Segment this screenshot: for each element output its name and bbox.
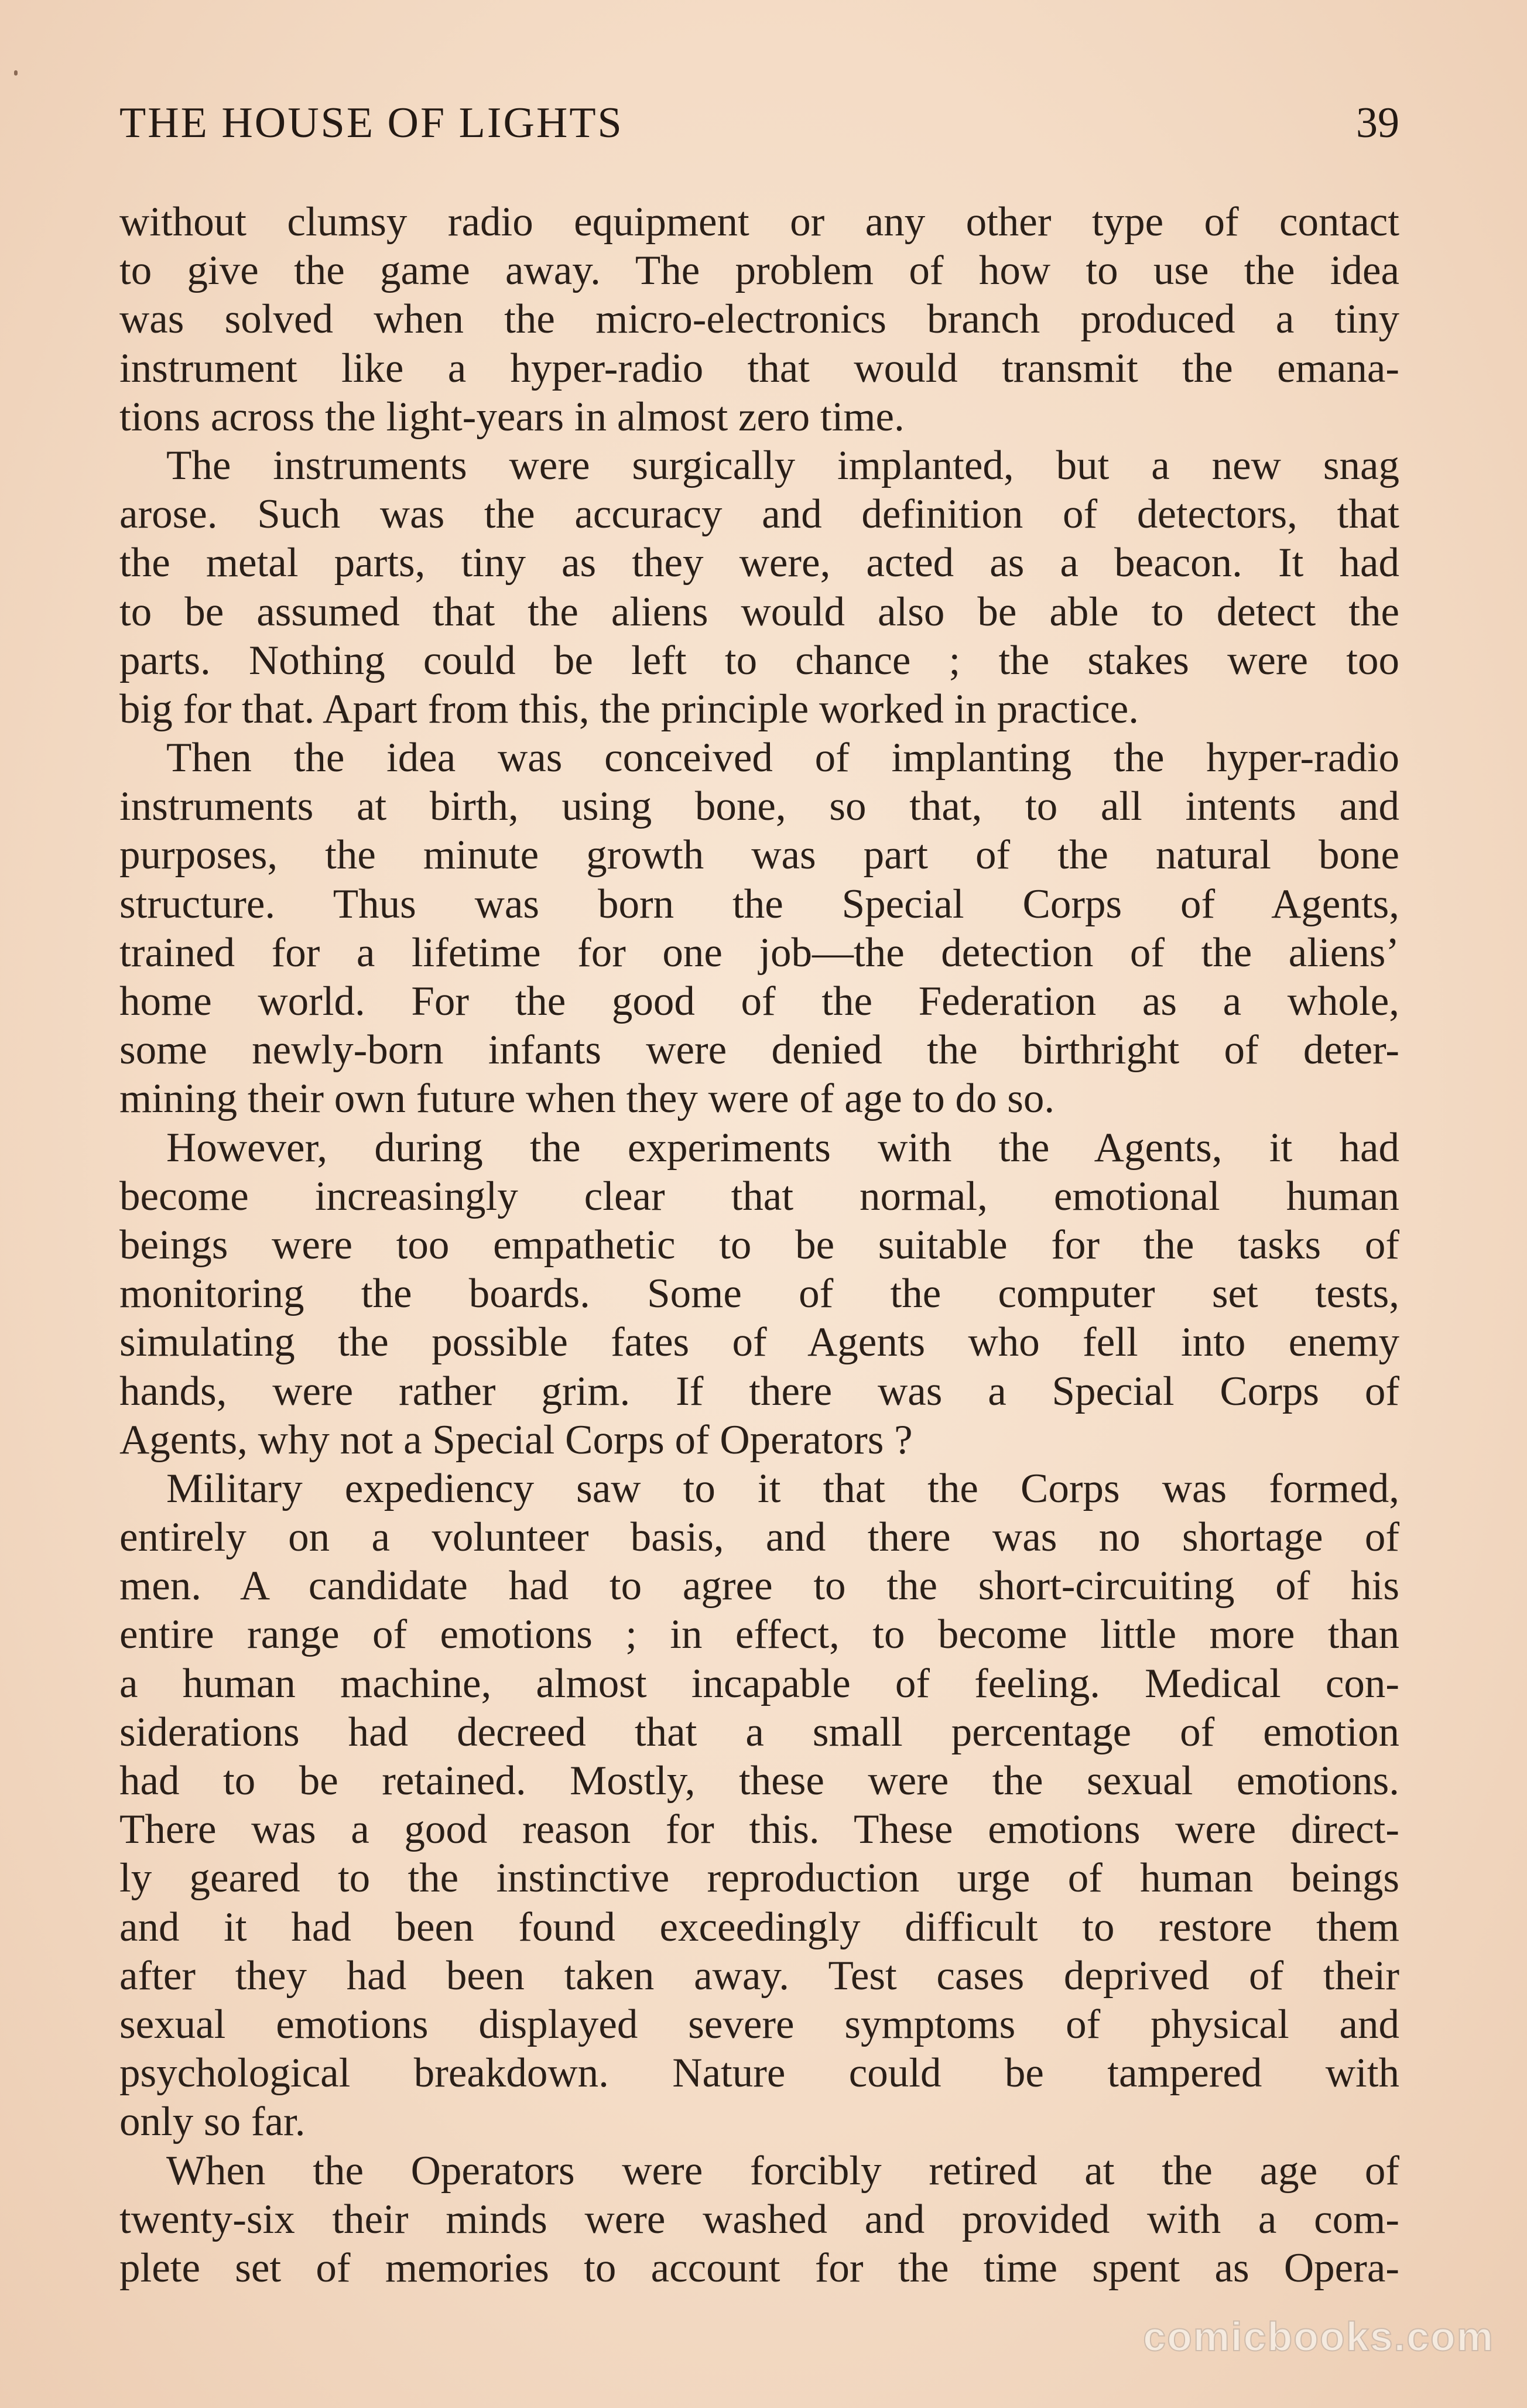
text-line: home world. For the good of the Federation as a whole, bbox=[119, 979, 1399, 1024]
text-line: sexual emotions displayed severe symptoms of physical and bbox=[119, 2001, 1399, 2047]
text-line: without clumsy radio equipment or any other type of contact bbox=[119, 199, 1399, 245]
text-line: entirely on a volunteer basis, and there was no shortage of bbox=[119, 1514, 1399, 1561]
page-header bbox=[119, 98, 1399, 157]
text-line: plete set of memories to account for the time spent as Opera- bbox=[119, 2245, 1399, 2291]
text-line: after they had been taken away. Test cases deprived of their bbox=[119, 1952, 1399, 1999]
text-line: monitoring the boards. Some of the computer set tests, bbox=[119, 1271, 1399, 1317]
paragraph-first-line: However, during the experiments with the Agents, it had bbox=[166, 1124, 1399, 1171]
text-line: to give the game away. The problem of how to use the idea bbox=[119, 248, 1399, 294]
text-line: had to be retained. Mostly, these were the sexual emotions. bbox=[119, 1758, 1399, 1804]
text-line: instruments at birth, using bone, so that, to all intents and bbox=[119, 784, 1399, 830]
text-line: only so far. bbox=[119, 2099, 306, 2145]
text-line: siderations had decreed that a small percentage of emotion bbox=[119, 1709, 1399, 1755]
text-line: arose. Such was the accuracy and definition of detectors, that bbox=[119, 491, 1399, 538]
text-line: men. A candidate had to agree to the short-circuiting of his bbox=[119, 1563, 1399, 1609]
text-line: simulating the possible fates of Agents who fell into enemy bbox=[119, 1319, 1399, 1366]
paragraph-first-line: Military expediency saw to it that the Corps was formed, bbox=[166, 1465, 1399, 1511]
text-line: a human machine, almost incapable of feeling. Medical con- bbox=[119, 1660, 1399, 1706]
text-line: some newly-born infants were denied the birthright of deter- bbox=[119, 1027, 1399, 1073]
text-line: big for that. Apart from this, the principle worked in practice. bbox=[119, 686, 1139, 732]
text-line: structure. Thus was born the Special Corps of Agents, bbox=[119, 881, 1399, 927]
text-line: mining their own future when they were of age to do so. bbox=[119, 1076, 1055, 1122]
paragraph-first-line: The instruments were surgically implanted, but a new snag bbox=[166, 442, 1399, 488]
paragraph-first-line: Then the idea was conceived of implanting the hyper-radio bbox=[166, 735, 1399, 781]
text-line: beings were too empathetic to be suitable for the tasks of bbox=[119, 1222, 1399, 1268]
text-line: the metal parts, tiny as they were, acted as a beacon. It had bbox=[119, 540, 1399, 586]
running-title: THE HOUSE OF LIGHTS bbox=[119, 99, 624, 147]
paragraph-first-line: When the Operators were forcibly retired at the age of bbox=[166, 2147, 1399, 2194]
text-line: become increasingly clear that normal, emotional human bbox=[119, 1173, 1399, 1219]
text-line: to be assumed that the aliens would also be able to detect the bbox=[119, 589, 1399, 635]
text-line: parts. Nothing could be left to chance ; the stakes were too bbox=[119, 637, 1399, 683]
text-line: psychological breakdown. Nature could be tampered with bbox=[119, 2050, 1399, 2096]
text-line: purposes, the minute growth was part of the natural bone bbox=[119, 832, 1399, 878]
text-line: twenty-six their minds were washed and provided with a com- bbox=[119, 2196, 1399, 2242]
page-number: 39 bbox=[1356, 99, 1399, 147]
text-line: trained for a lifetime for one job—the detection of the aliens’ bbox=[119, 929, 1399, 976]
paper-speck bbox=[14, 70, 18, 76]
text-line: entire range of emotions ; in effect, to become little more than bbox=[119, 1612, 1399, 1658]
text-line: Agents, why not a Special Corps of Operators ? bbox=[119, 1417, 913, 1463]
text-line: tions across the light-years in almost zero time. bbox=[119, 394, 905, 440]
body-text bbox=[119, 198, 1399, 2293]
text-line: There was a good reason for this. These emotions were direct- bbox=[119, 1807, 1399, 1853]
text-line: and it had been found exceedingly difficult to restore them bbox=[119, 1904, 1399, 1950]
text-line: was solved when the micro-electronics branch produced a tiny bbox=[119, 296, 1399, 343]
text-line: instrument like a hyper-radio that would transmit the emana- bbox=[119, 345, 1399, 391]
text-line: ly geared to the instinctive reproduction urge of human beings bbox=[119, 1855, 1399, 1901]
watermark: comicbooks.com bbox=[1143, 2314, 1494, 2359]
text-line: hands, were rather grim. If there was a Special Corps of bbox=[119, 1368, 1399, 1414]
